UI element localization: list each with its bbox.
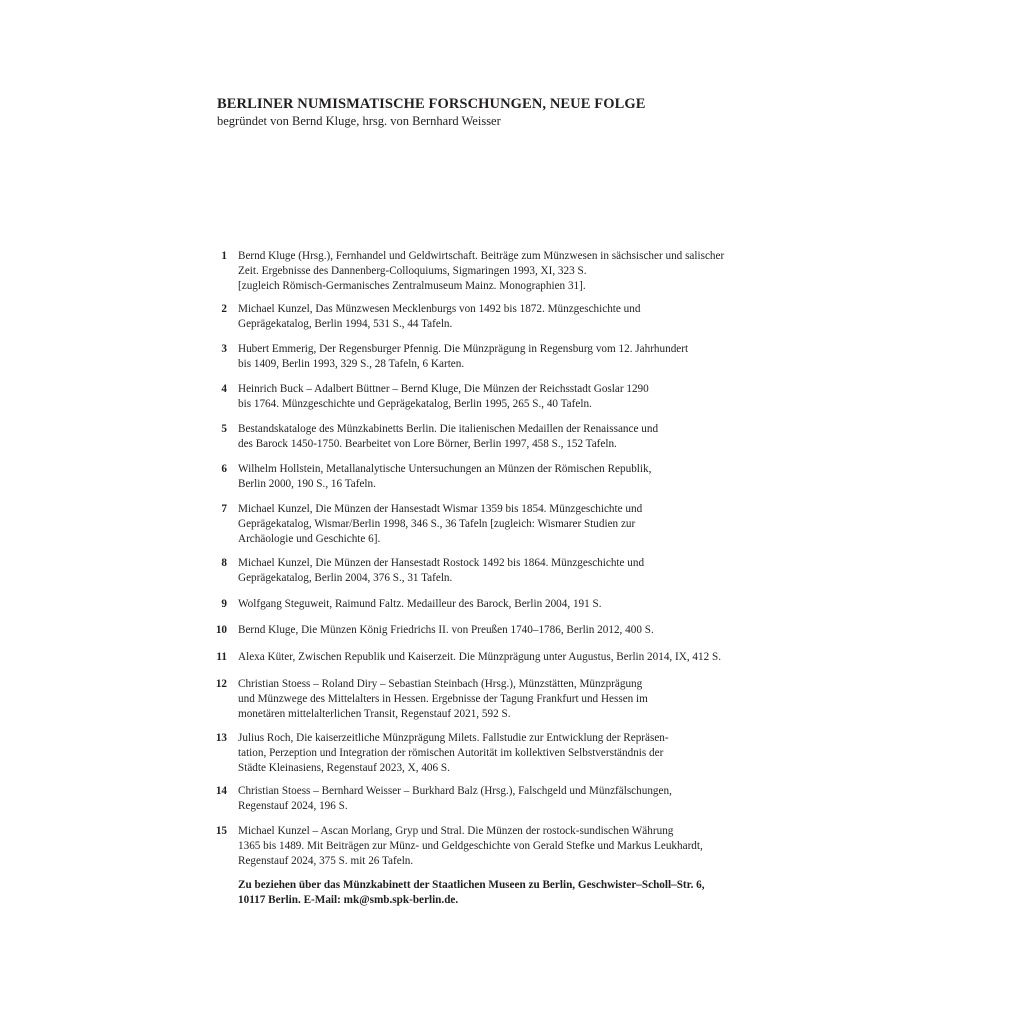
entry-number: 5 [221,423,227,435]
entry-text: Michael Kunzel, Das Münzwesen Mecklenburgs von 1492 bis 1872. Münzgeschichte und Geprägekatalog, Berlin 1994, 531 S., 44 Tafeln. [238,303,641,330]
entry-text: Christian Stoess – Bernhard Weisser – Burkhard Balz (Hrsg.), Falschgeld und Münzfälschungen, Regenstauf 2024, 196 S. [238,785,672,812]
entry-text: Michael Kunzel, Die Münzen der Hansestadt Wismar 1359 bis 1854. Münzgeschichte und Geprägekatalog, Wismar/Berlin 1998, 346 S., 36 Tafeln [zugleich: Wismarer Studien zur Archäologie und Geschichte 6]. [238,503,643,545]
entry-text: Bernd Kluge, Die Münzen König Friedrichs II. von Preußen 1740–1786, Berlin 2012, 400 S. [238,624,654,636]
entry-text: Hubert Emmerig, Der Regensburger Pfennig. Die Münzprägung in Regensburg vom 12. Jahrhundert bis 1409, Berlin 1993, 329 S., 28 Tafeln, 6 Karten. [238,343,689,370]
entry-number: 6 [221,463,227,475]
entry-text: Wolfgang Steguweit, Raimund Faltz. Medailleur des Barock, Berlin 2004, 191 S. [238,598,602,610]
ordering-note: Zu beziehen über das Münzkabinett der Staatlichen Museen zu Berlin, Geschwister–Scholl–Str. 6, 10117 Berlin. E-Mail: mk@smb.spk-berlin.de. [238,879,705,906]
entry-number: 4 [221,383,227,395]
series-header [217,95,857,129]
entry-number: 15 [215,825,227,837]
entry-number: 3 [221,343,227,355]
entry-text: Michael Kunzel, Die Münzen der Hansestadt Rostock 1492 bis 1864. Münzgeschichte und Geprägekatalog, Berlin 2004, 376 S., 31 Tafeln. [238,557,645,584]
entry-text: Julius Roch, Die kaiserzeitliche Münzprägung Milets. Fallstudie zur Entwicklung der Repräsen- tation, Perzeption und Integration der römischen Autorität im kollektiven Selbstverständnis der Städte Kleinasiens, Regenstauf 2023, X, 406 S. [238,732,669,774]
series-title: BERLINER NUMISMATISCHE FORSCHUNGEN, NEUE FOLGE [217,96,646,112]
entry-number: 2 [221,303,227,315]
entry-number: 11 [216,651,227,663]
entry-text: Wilhelm Hollstein, Metallanalytische Untersuchungen an Münzen der Römischen Republik, Berlin 2000, 190 S., 16 Tafeln. [238,463,652,490]
entry-number: 9 [221,598,227,610]
entry-number: 8 [221,557,227,569]
entry-number: 12 [215,678,227,690]
entry-number: 1 [221,250,227,262]
entry-text: Alexa Küter, Zwischen Republik und Kaiserzeit. Die Münzprägung unter Augustus, Berlin 2014, IX, 412 S. [238,651,722,663]
entry-number: 13 [215,732,227,744]
entry-text: Christian Stoess – Roland Diry – Sebastian Steinbach (Hrsg.), Münzstätten, Münzprägung und Münzwege des Mittelalters in Hessen. Ergebnisse der Tagung Frankfurt und Hessen im monetären mittelalterlichen Transit, Regenstauf 2021, 592 S. [238,678,648,720]
entry-number: 10 [215,624,227,636]
entry-number: 14 [215,785,227,797]
entry-text: Michael Kunzel – Ascan Morlang, Gryp und Stral. Die Münzen der rostock-sundischen Währung 1365 bis 1489. Mit Beiträgen zur Münz- und Geldgeschichte von Gerald Stefke und Markus Leukhardt, Regenstauf 2024, 375 S. mit 26 Tafeln. [238,825,703,867]
entry-text: Bernd Kluge (Hrsg.), Fernhandel und Geldwirtschaft. Beiträge zum Münzwesen in sächsischer und salischer Zeit. Ergebnisse des Dannenberg-Colloquiums, Sigmaringen 1993, XI, 323 S. [zugleich Römisch-Germanisches Zentralmuseum Mainz. Monographien 31]. [238,250,725,292]
entry-text: Heinrich Buck – Adalbert Büttner – Bernd Kluge, Die Münzen der Reichsstadt Goslar 1290 bis 1764. Münzgeschichte und Geprägekatalog, Berlin 1995, 265 S., 40 Tafeln. [238,383,649,410]
entry-text: Bestandskataloge des Münzkabinetts Berlin. Die italienischen Medaillen der Renaissance und des Barock 1450-1750. Bearbeitet von Lore Börner, Berlin 1997, 458 S., 152 Tafeln. [238,423,659,450]
series-editors: begründet von Bernd Kluge, hrsg. von Bernhard Weisser [217,114,501,128]
entry-number: 7 [221,503,227,515]
